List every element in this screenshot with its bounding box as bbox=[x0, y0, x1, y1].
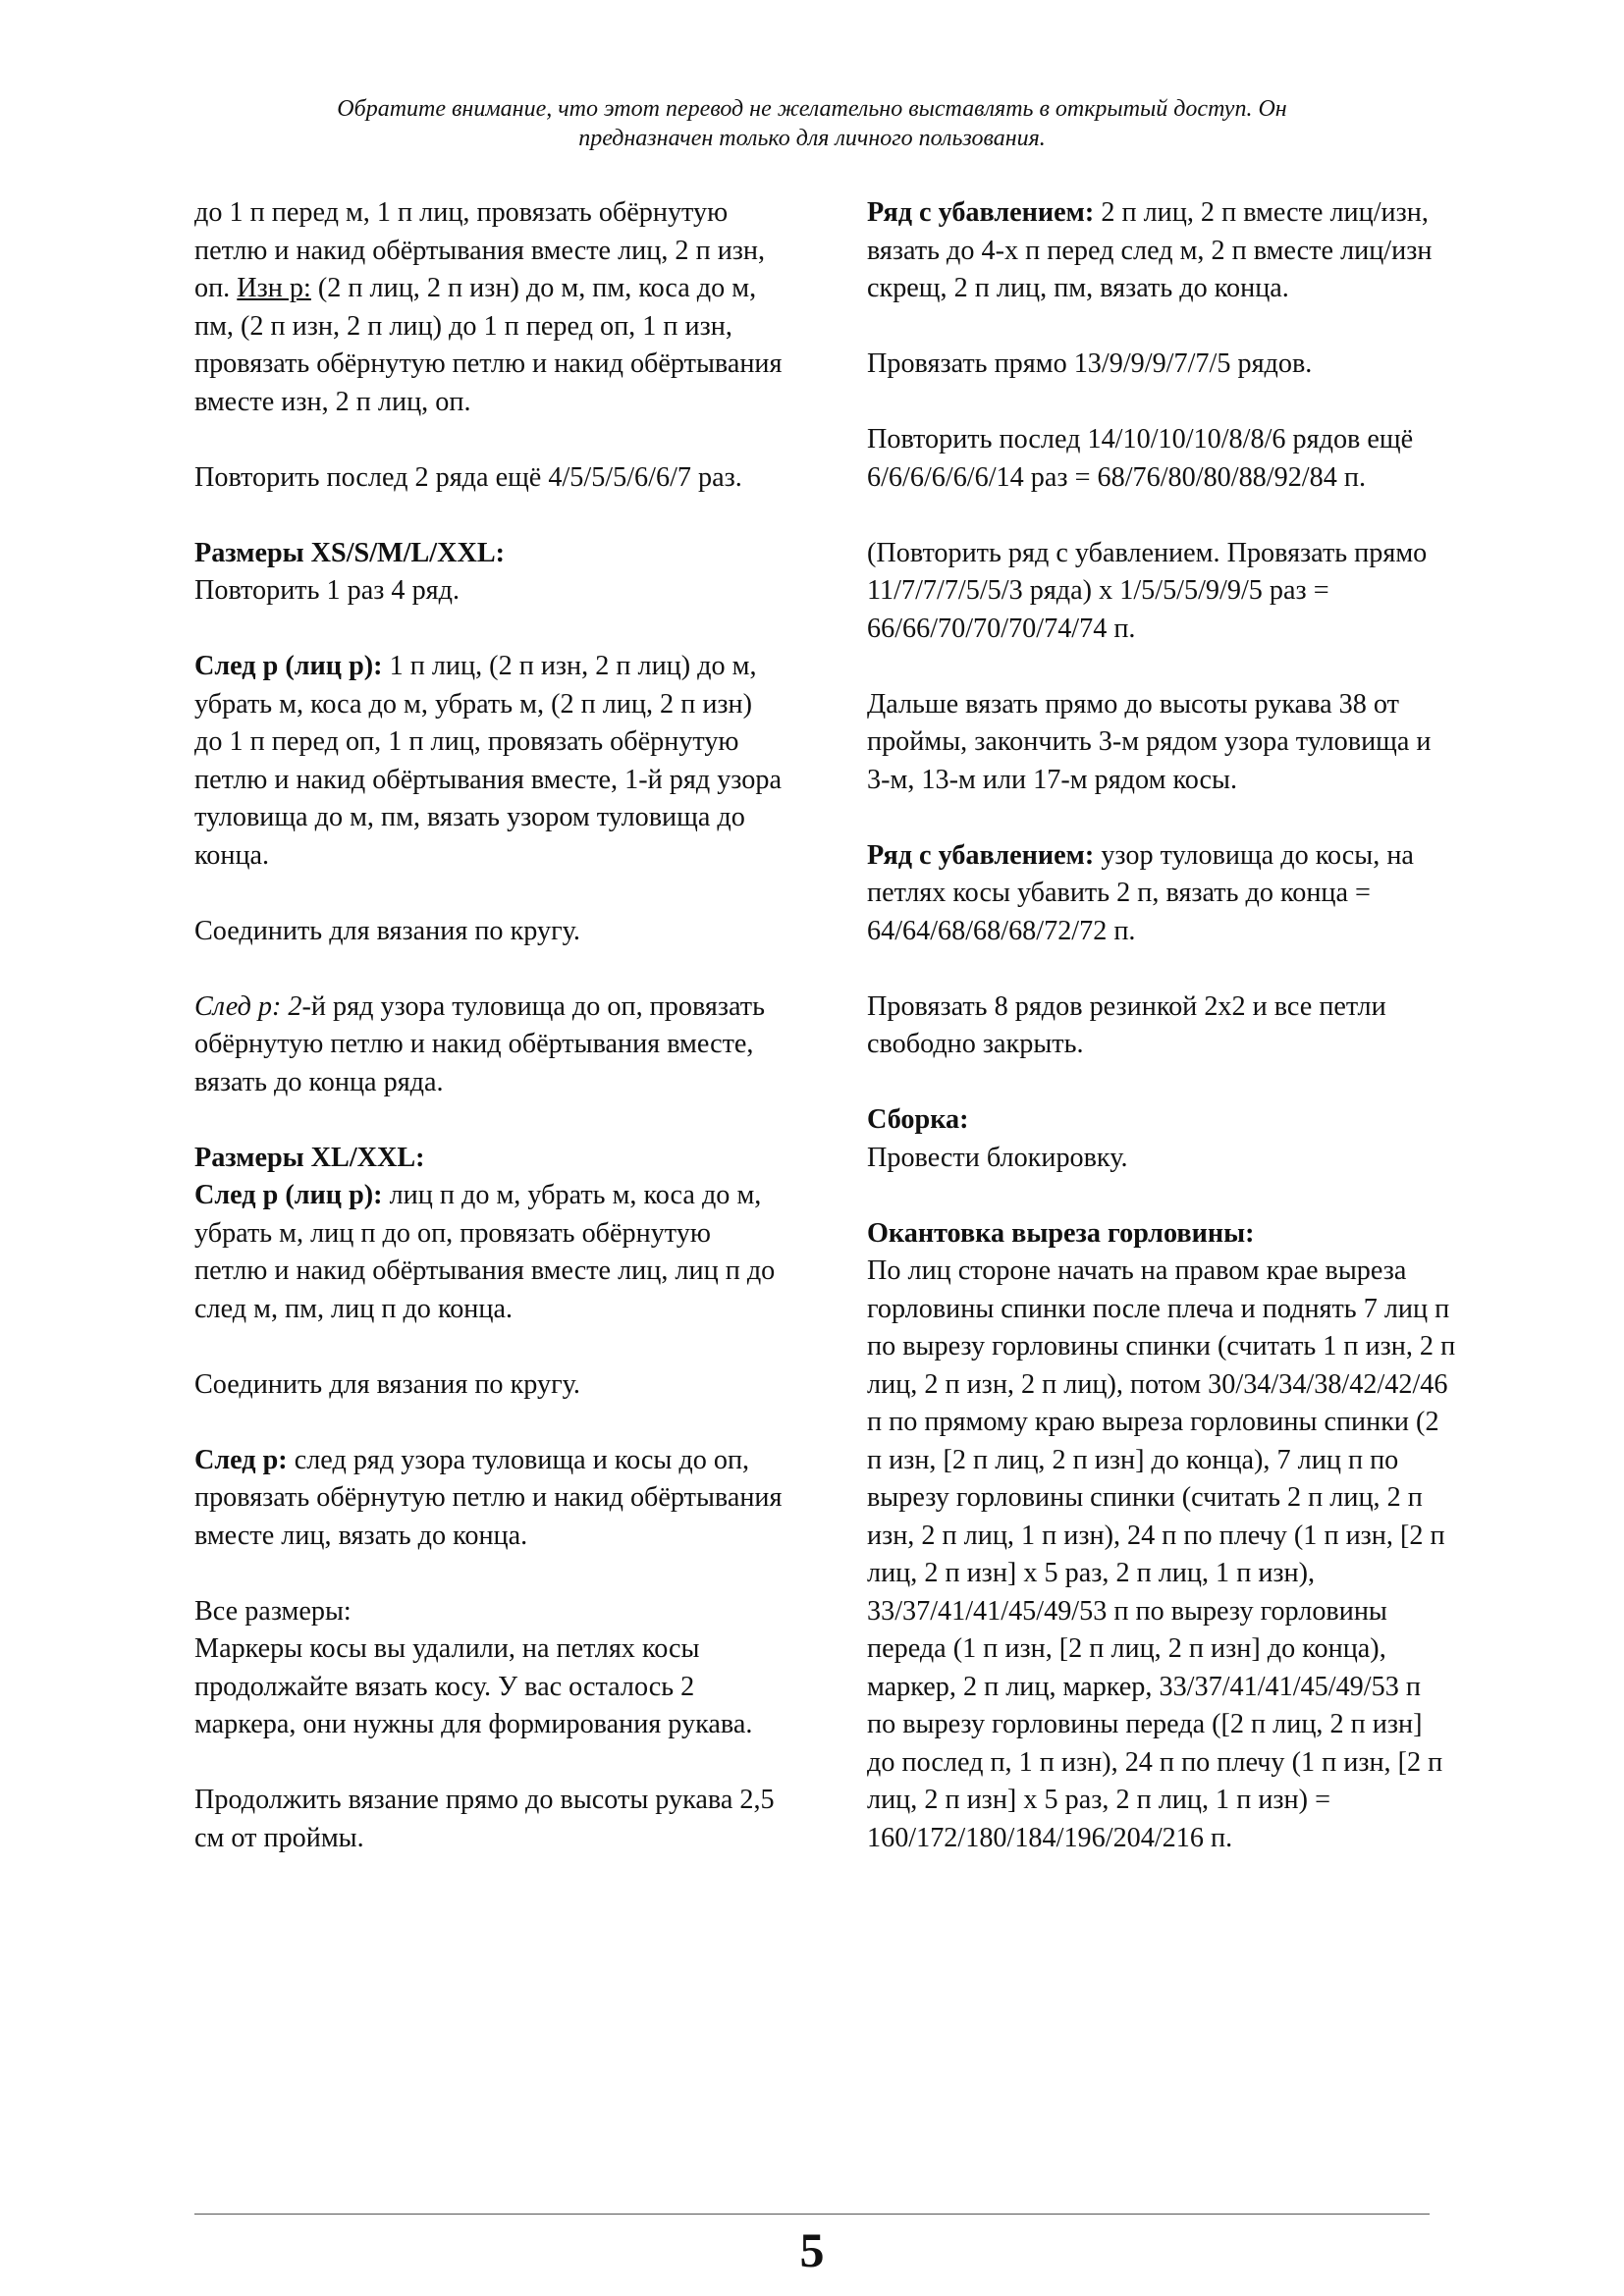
paragraph-join-round-2: Соединить для вязания по кругу. bbox=[194, 1368, 580, 1400]
footer-divider bbox=[194, 2214, 1430, 2215]
paragraph-continue-straight: Продолжить вязание прямо до высоты рукава 2,5 см от проймы. bbox=[194, 1785, 775, 1853]
heading-neckband: Окантовка выреза горловины: bbox=[867, 1217, 1255, 1249]
heading-sizes-xs-s-m-l-xxl: Размеры XS/S/M/L/XXL: bbox=[194, 537, 506, 568]
next-row-italic-label: След р: 2 bbox=[194, 990, 302, 1022]
paragraph-join-round: Соединить для вязания по кругу. bbox=[194, 915, 580, 946]
paragraph-blocking: Провести блокировку. bbox=[867, 1142, 1128, 1173]
paragraph-next-row: След р: след ряд узора туловища и косы до оп, провязать обёрнутую петлю и накид обёртывания вместе лиц, вязать до конца. bbox=[194, 1444, 783, 1551]
paragraph-sleeve-height: Дальше вязать прямо до высоты рукава 38 от проймы, закончить 3-м рядом узора туловища и 3-м, 13-м или 17-м рядом косы. bbox=[867, 688, 1432, 795]
next-row-label: След р: bbox=[194, 1444, 288, 1475]
xl-next-rs-row-label: След р (лиц р): bbox=[194, 1180, 383, 1210]
paragraph-neckband-pickup: По лиц стороне начать на правом крае выреза горловины спинки после плеча и поднять 7 лиц п по вырезу горловины спинки (считать 1 п изн, 2 п лиц, 2 п изн, 2 п лиц), потом 30/34/34/38/42/42/46 п по прямому краю выреза горловины спинки (2 п изн, [2 п лиц, 2 п изн] до конца), 7 лиц п по вырезу горловины спинки (считать 2 п лиц, 2 п изн, 2 п лиц, 1 п изн), 24 п по плечу (1 п изн, [2 п лиц, 2 п изн] х 5 раз, 2 п лиц, 1 п изн), 33/37/41/41/45/49/53 п по вырезу горловины переда (1 п изн, [2 п лиц, 2 п изн] до конца), маркер, 2 п лиц, маркер, 33/37/41/41/45/49/53 п по вырезу горловины переда ([2 п лиц, 2 п изн] до послед п, 1 п изн), 24 п по плечу (1 п изн, [2 п лиц, 2 п изн] х 5 раз, 2 п лиц, 1 п изн) = 160/172/180/184/196/204/216 п. bbox=[867, 1255, 1456, 1853]
paragraph-repeat-rows: Повторить послед 2 ряда ещё 4/5/5/5/6/6/7 раз. bbox=[194, 461, 742, 493]
translation-notice bbox=[196, 94, 1428, 153]
decrease-row-label: Ряд с убавлением: bbox=[867, 197, 1095, 228]
page-number: 5 bbox=[799, 2222, 825, 2277]
next-rs-row-label: След р (лиц р): bbox=[194, 651, 383, 681]
wrong-side-row-label: Изн р: bbox=[237, 273, 311, 303]
paragraph-repeat-last-rows: Повторить послед 14/10/10/10/8/8/6 рядов ещё 6/6/6/6/6/6/14 раз = 68/76/80/80/88/92/84 п. bbox=[867, 424, 1414, 493]
paragraph-decrease-row: Ряд с убавлением: 2 п лиц, 2 п вместе лиц/изн, вязать до 4-х п перед след м, 2 п вместе лиц/изн скрещ, 2 п лиц, пм, вязать до конца. bbox=[867, 197, 1433, 303]
paragraph-cable-decrease-row: Ряд с убавлением: узор туловища до косы, на петлях косы убавить 2 п, вязать до конца = 64/64/68/68/68/72/72 п. bbox=[867, 839, 1414, 946]
paragraph-cable-markers: Маркеры косы вы удалили, на петлях косы продолжайте вязать косу. У вас осталось 2 маркера, они нужны для формирования рукава. bbox=[194, 1633, 753, 1739]
paragraph-knit-straight: Провязать прямо 13/9/9/9/7/7/5 рядов. bbox=[867, 348, 1313, 379]
paragraph-repeat-row-4: Повторить 1 раз 4 ряд. bbox=[194, 575, 460, 606]
notice-line-1: Обратите внимание, что этот перевод не желательно выставлять в открытый доступ. Он bbox=[337, 96, 1287, 122]
paragraph-wrong-side-row: до 1 п перед м, 1 п лиц, провязать обёрнутую петлю и накид обёртывания вместе лиц, 2 п изн, оп. Изн р: (2 п лиц, 2 п изн) до м, пм, коса до м, пм, (2 п изн, 2 п лиц) до 1 п перед оп, 1 п изн, провязать обёрнутую петлю и накид обёртывания вместе изн, 2 п лиц, оп. bbox=[194, 197, 783, 417]
heading-assembly: Сборка: bbox=[867, 1104, 969, 1135]
paragraph-ribbing-bind-off: Провязать 8 рядов резинкой 2х2 и все петли свободно закрыть. bbox=[867, 990, 1386, 1059]
paragraph-xl-next-rs-row: След р (лиц р): лиц п до м, убрать м, коса до м, убрать м, лиц п до оп, провязать обёрнутую петлю и накид обёртывания вместе лиц, лиц п до след м, пм, лиц п до конца. bbox=[194, 1180, 776, 1324]
right-column bbox=[867, 194, 1456, 1857]
paragraph-next-row-italic: След р: 2-й ряд узора туловища до оп, провязать обёрнутую петлю и накид обёртывания вместе, вязать до конца ряда. bbox=[194, 990, 765, 1097]
heading-all-sizes: Все размеры: bbox=[194, 1595, 352, 1627]
notice-line-2: предназначен только для личного пользования. bbox=[578, 126, 1046, 151]
paragraph-repeat-decrease: (Повторить ряд с убавлением. Провязать прямо 11/7/7/7/5/5/3 ряда) х 1/5/5/5/9/9/5 раз = 66/66/70/70/70/74/74 п. bbox=[867, 537, 1428, 644]
paragraph-next-rs-row: След р (лиц р): 1 п лиц, (2 п изн, 2 п лиц) до м, убрать м, коса до м, убрать м, (2 п лиц, 2 п изн) до 1 п перед оп, 1 п лиц, провязать обёрнутую петлю и накид обёртывания вместе, 1-й ряд узора туловища до м, пм, вязать узором туловища до конца. bbox=[194, 651, 782, 871]
left-column bbox=[194, 194, 784, 1896]
heading-sizes-xl-xxl: Размеры XL/XXL: bbox=[194, 1142, 425, 1173]
cable-decrease-row-label: Ряд с убавлением: bbox=[867, 839, 1095, 871]
